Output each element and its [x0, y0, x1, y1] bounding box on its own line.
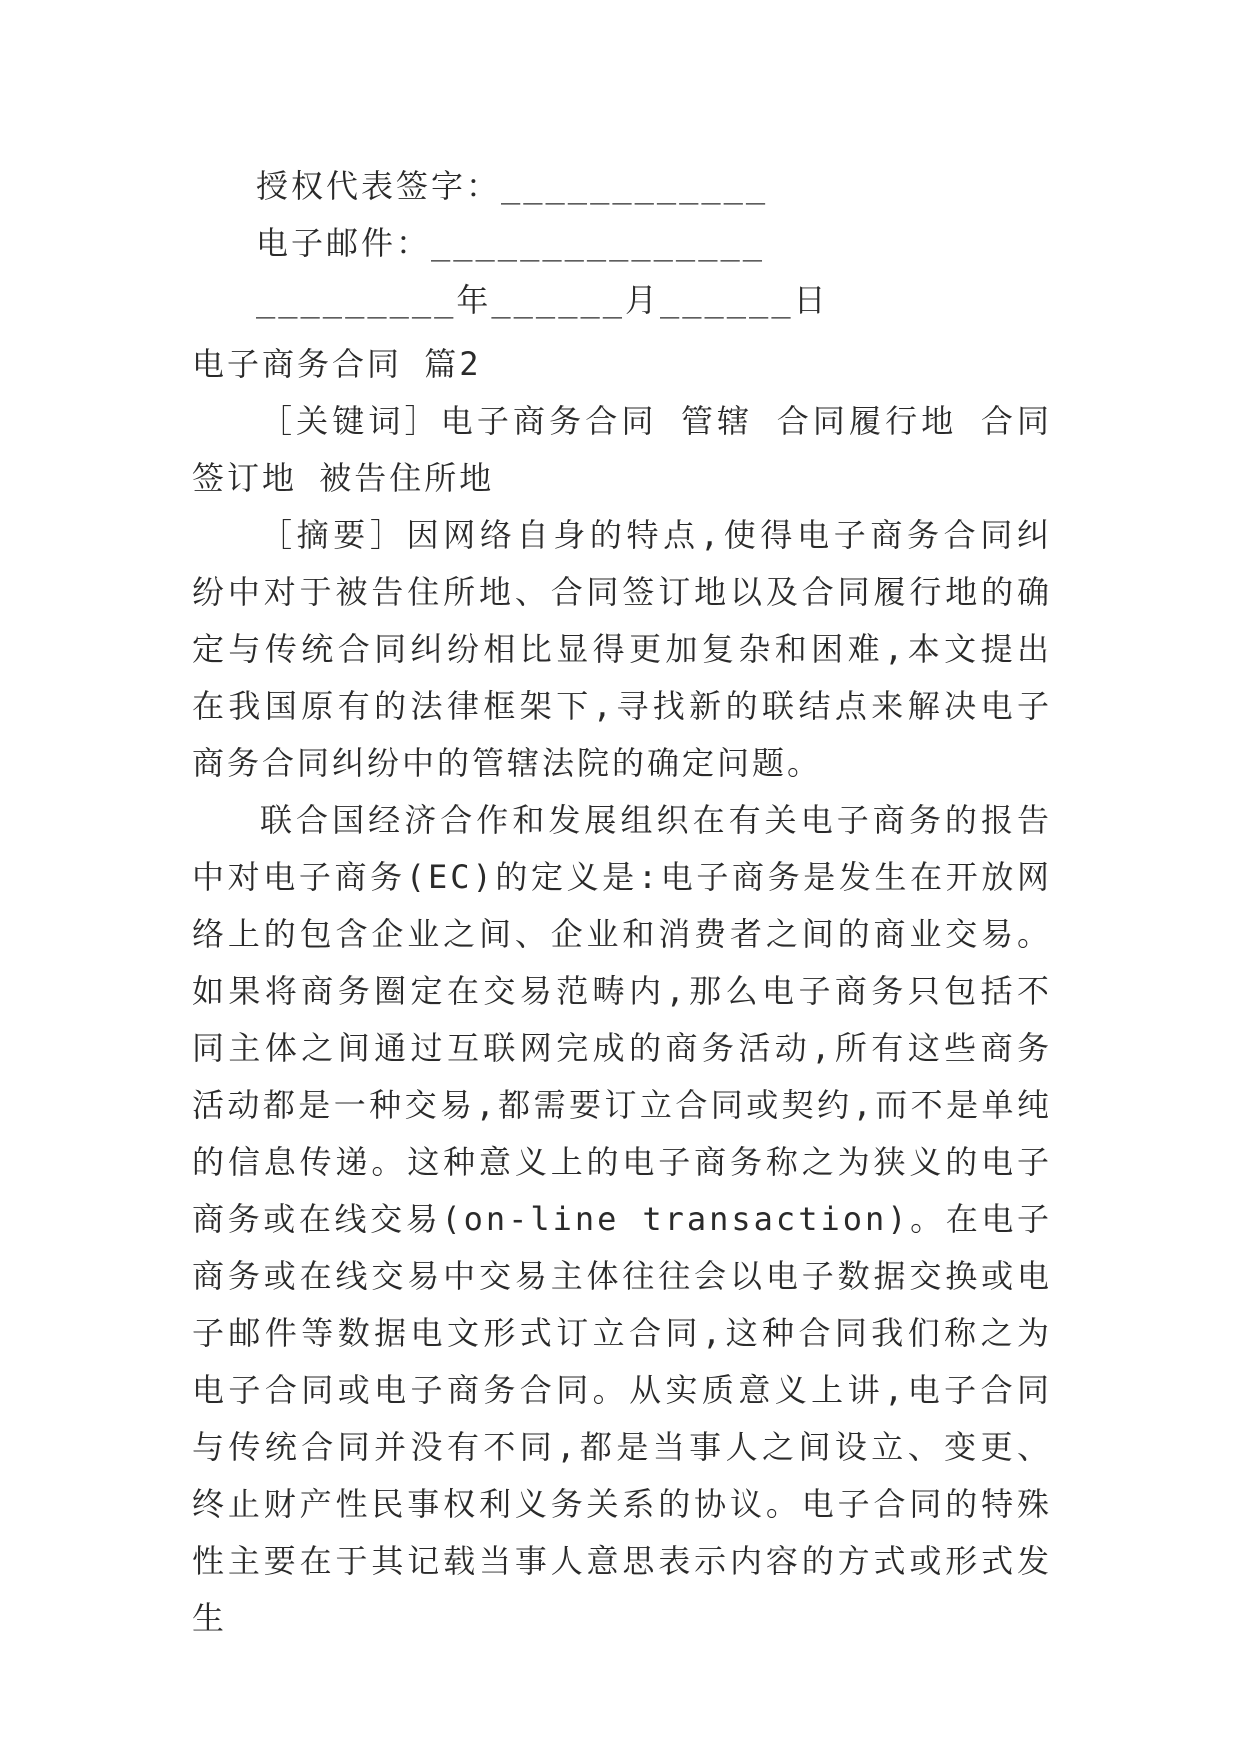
authorized-rep-signature-line: 授权代表签字：____________ — [256, 167, 769, 205]
document-body — [192, 393, 1052, 1647]
keywords-paragraph: ［关键词］电子商务合同 管辖 合同履行地 合同签订地 被告住所地 — [192, 402, 1052, 497]
section-heading: 电子商务合同 篇2 — [192, 345, 482, 383]
body-paragraph: 联合国经济合作和发展组织在有关电子商务的报告中对电子商务(EC)的定义是:电子商务是发生在开放网络上的包含企业之间、企业和消费者之间的商业交易。如果将商务圈定在交易范畴内,那么电子商务只包括不同主体之间通过互联网完成的商务活动,所有这些商务活动都是一种交易,都需要订立合同或契约,而不是单纯的信息传递。这种意义上的电子商务称之为狭义的电子商务或在线交易(on-line transaction)。在电子商务或在线交易中交易主体往往会以电子数据交换或电子邮件等数据电文形式订立合同,这种合同我们称之为电子合同或电子商务合同。从实质意义上讲,电子合同与传统合同并没有不同,都是当事人之间设立、变更、终止财产性民事权利义务关系的协议。电子合同的特殊性主要在于其记载当事人意思表示内容的方式或形式发生 — [192, 801, 1052, 1637]
date-line: _________年______月______日 — [256, 281, 829, 319]
email-line: 电子邮件：_______________ — [256, 224, 765, 262]
abstract-paragraph: ［摘要］因网络自身的特点,使得电子商务合同纠纷中对于被告住所地、合同签订地以及合同履行地的确定与传统合同纠纷相比显得更加复杂和困难,本文提出在我国原有的法律框架下,寻找新的联结点来解决电子商务合同纠纷中的管辖法院的确定问题。 — [192, 516, 1052, 782]
signature-block — [192, 158, 1052, 329]
